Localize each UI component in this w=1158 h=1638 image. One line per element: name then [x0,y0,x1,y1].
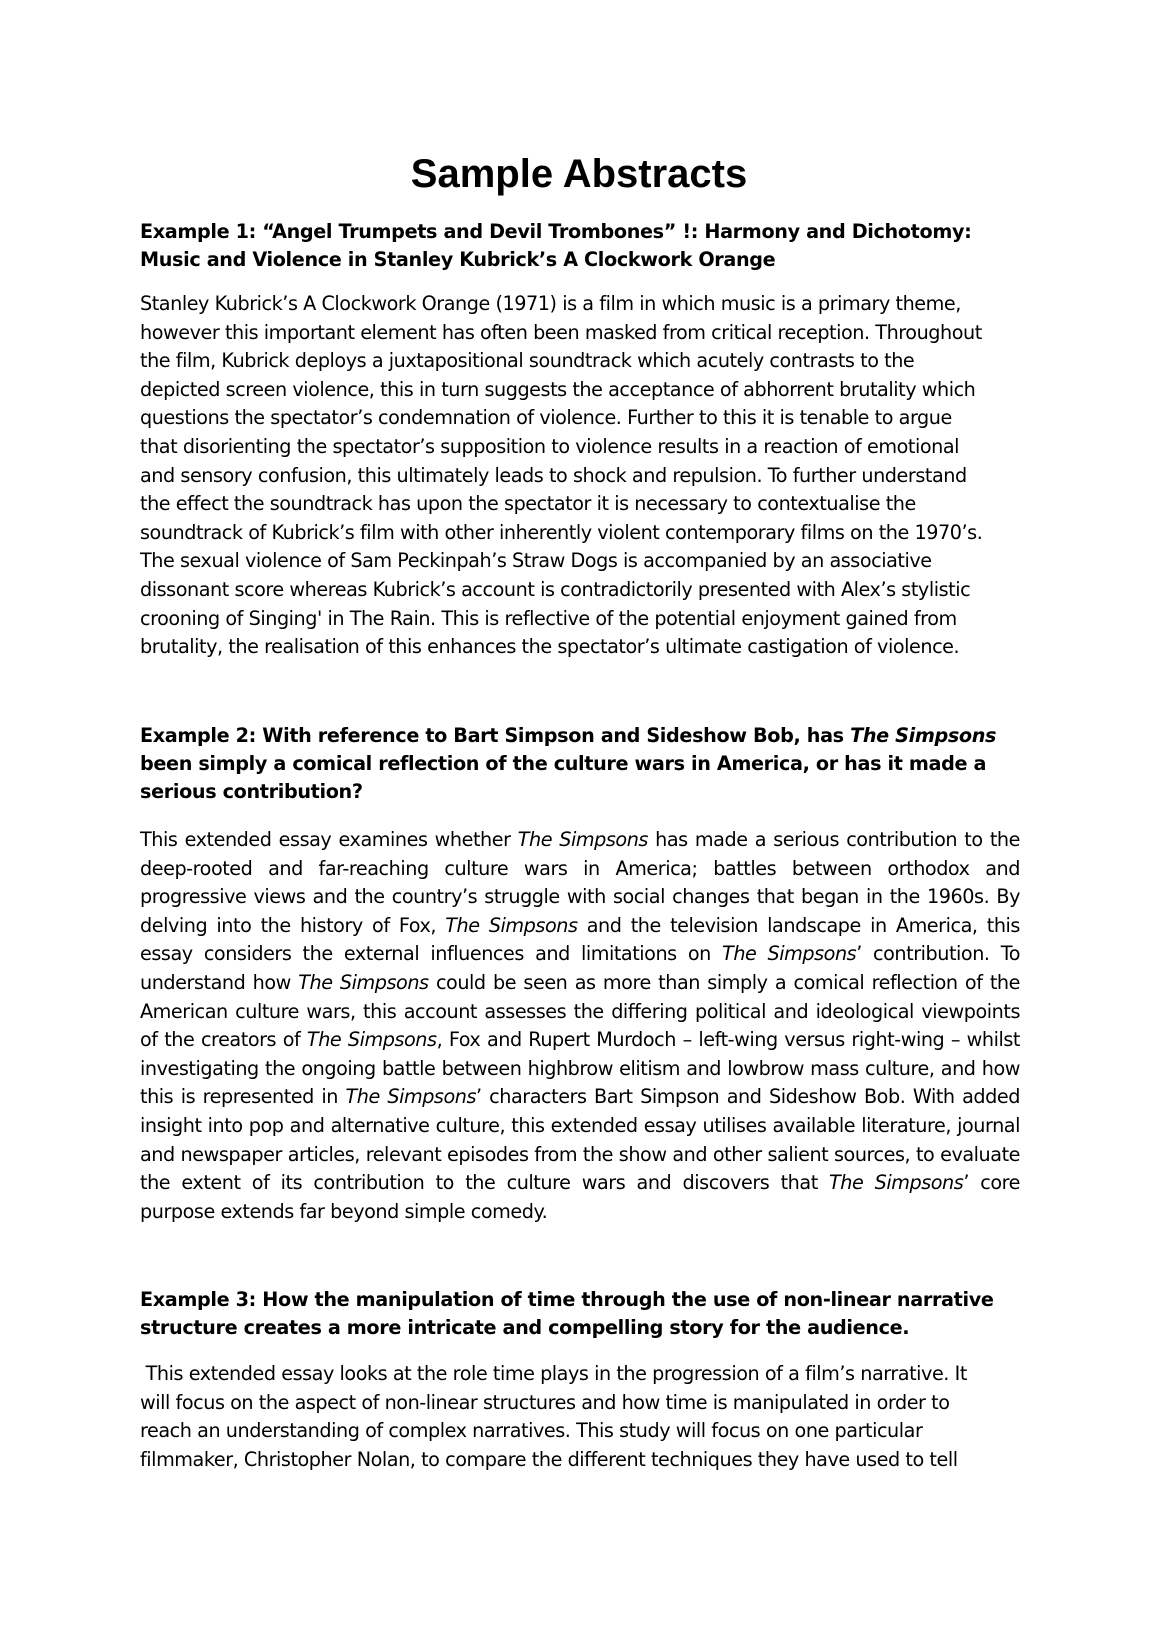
abstract-line: The sexual violence of Sam Peckinpah’s Straw Dogs is accompanied by an associative [140,549,932,573]
show-title: The Simpsons [829,1171,964,1195]
abstract-text: , Fox and Rupert Murdoch – left-wing versus right-wing – whilst investigating the ongoing battle between highbrow elitism and lowbrow mass culture, and how this is represented in [140,1028,1020,1109]
page-title: Sample Abstracts [410,152,748,196]
abstract-line: however this important element has often been masked from critical reception. Throughout [140,320,982,344]
show-title: The Simpsons [345,1085,477,1109]
abstract-text: This extended essay examines whether [140,828,518,851]
abstract-text: ’ core purpose extends far beyond simple comedy. [140,1171,1020,1223]
abstract-text: ’ characters Bart Simpson and Sideshow Bob. With added insight into pop and alternative culture, this extended essay utilises available literature, journal and newspaper articles, relevant episodes from the show and other salient sources, to evaluate the extent of its contribution to the culture wars and discovers that [140,1085,1020,1195]
abstract-text: ’ contribution. To understand how [140,942,1021,994]
abstract-line: reach an understanding of complex narratives. This study will focus on one particular [140,1419,923,1443]
example-1-abstract [140,290,1020,662]
example-1-heading: Example 1: “Angel Trumpets and Devil Trombones” !: Harmony and Dichotomy: Music and Violence in Stanley Kubrick’s A Clockwork Orange [140,220,972,271]
show-title: The Simpsons [517,828,648,851]
show-title: The Simpsons [298,970,429,994]
abstract-line: depicted screen violence, this in turn suggests the acceptance of abhorrent brutality which [140,377,976,401]
abstract-line: the film, Kubrick deploys a juxtapositional soundtrack which acutely contrasts to the [140,349,915,373]
abstract-line: soundtrack of Kubrick’s film with other inherently violent contemporary films on the 1970’s. [140,520,983,544]
heading-text: Example 2: With reference to Bart Simpson and Sideshow Bob, has [140,724,851,747]
heading-text: been simply a comical reflection of the culture wars in America, or has it made a serious contribution? [140,752,987,803]
abstract-text: has made a serious contribution to the deep-rooted and far-reaching culture wars in America; battles between orthodox and progressive views and the country’s struggle with social changes that began in the 1960s. By delving into the history of Fox, [140,828,1020,937]
show-title: The Simpsons [445,913,578,937]
example-3-abstract [140,1360,1020,1474]
show-title: The Simpsons [722,942,857,966]
abstract-line: that disorienting the spectator’s supposition to violence results in a reaction of emotional [140,434,960,458]
abstract-line: crooning of Singing' in The Rain. This is reflective of the potential enjoyment gained from [140,606,957,630]
abstract-line: filmmaker, Christopher Nolan, to compare the different techniques they have used to tell [140,1447,958,1471]
abstract-line: dissonant score whereas Kubrick’s account is contradictorily presented with Alex’s stylistic [140,577,971,601]
abstract-line: the effect the soundtrack has upon the spectator it is necessary to contextualise the [140,492,916,516]
abstract-text: and the television landscape in America, this essay considers the external influences and limitations on [140,913,1020,966]
show-title: The Simpsons [850,724,997,747]
abstract-line: This extended essay looks at the role time plays in the progression of a film’s narrative. It [140,1362,967,1385]
abstract-text: could be seen as more than simply a comical reflection of the American culture wars, this account assesses the differing political and ideological viewpoints of the creators of [140,970,1020,1052]
example-3-heading: Example 3: How the manipulation of time through the use of non-linear narrative structure creates a more intricate and compelling story for the audience. [140,1288,994,1339]
example-2-heading [140,722,1030,806]
show-title: The Simpsons [306,1028,437,1052]
example-2-abstract [140,826,1020,1226]
abstract-line: Stanley Kubrick’s A Clockwork Orange (1971) is a film in which music is a primary theme, [140,292,961,315]
abstract-line: will focus on the aspect of non-linear structures and how time is manipulated in order to [140,1390,950,1414]
abstract-line: and sensory confusion, this ultimately leads to shock and repulsion. To further understand [140,463,967,487]
abstract-line: questions the spectator’s condemnation of violence. Further to this it is tenable to argue [140,406,952,430]
abstract-line: brutality, the realisation of this enhances the spectator’s ultimate castigation of violence. [140,635,960,659]
